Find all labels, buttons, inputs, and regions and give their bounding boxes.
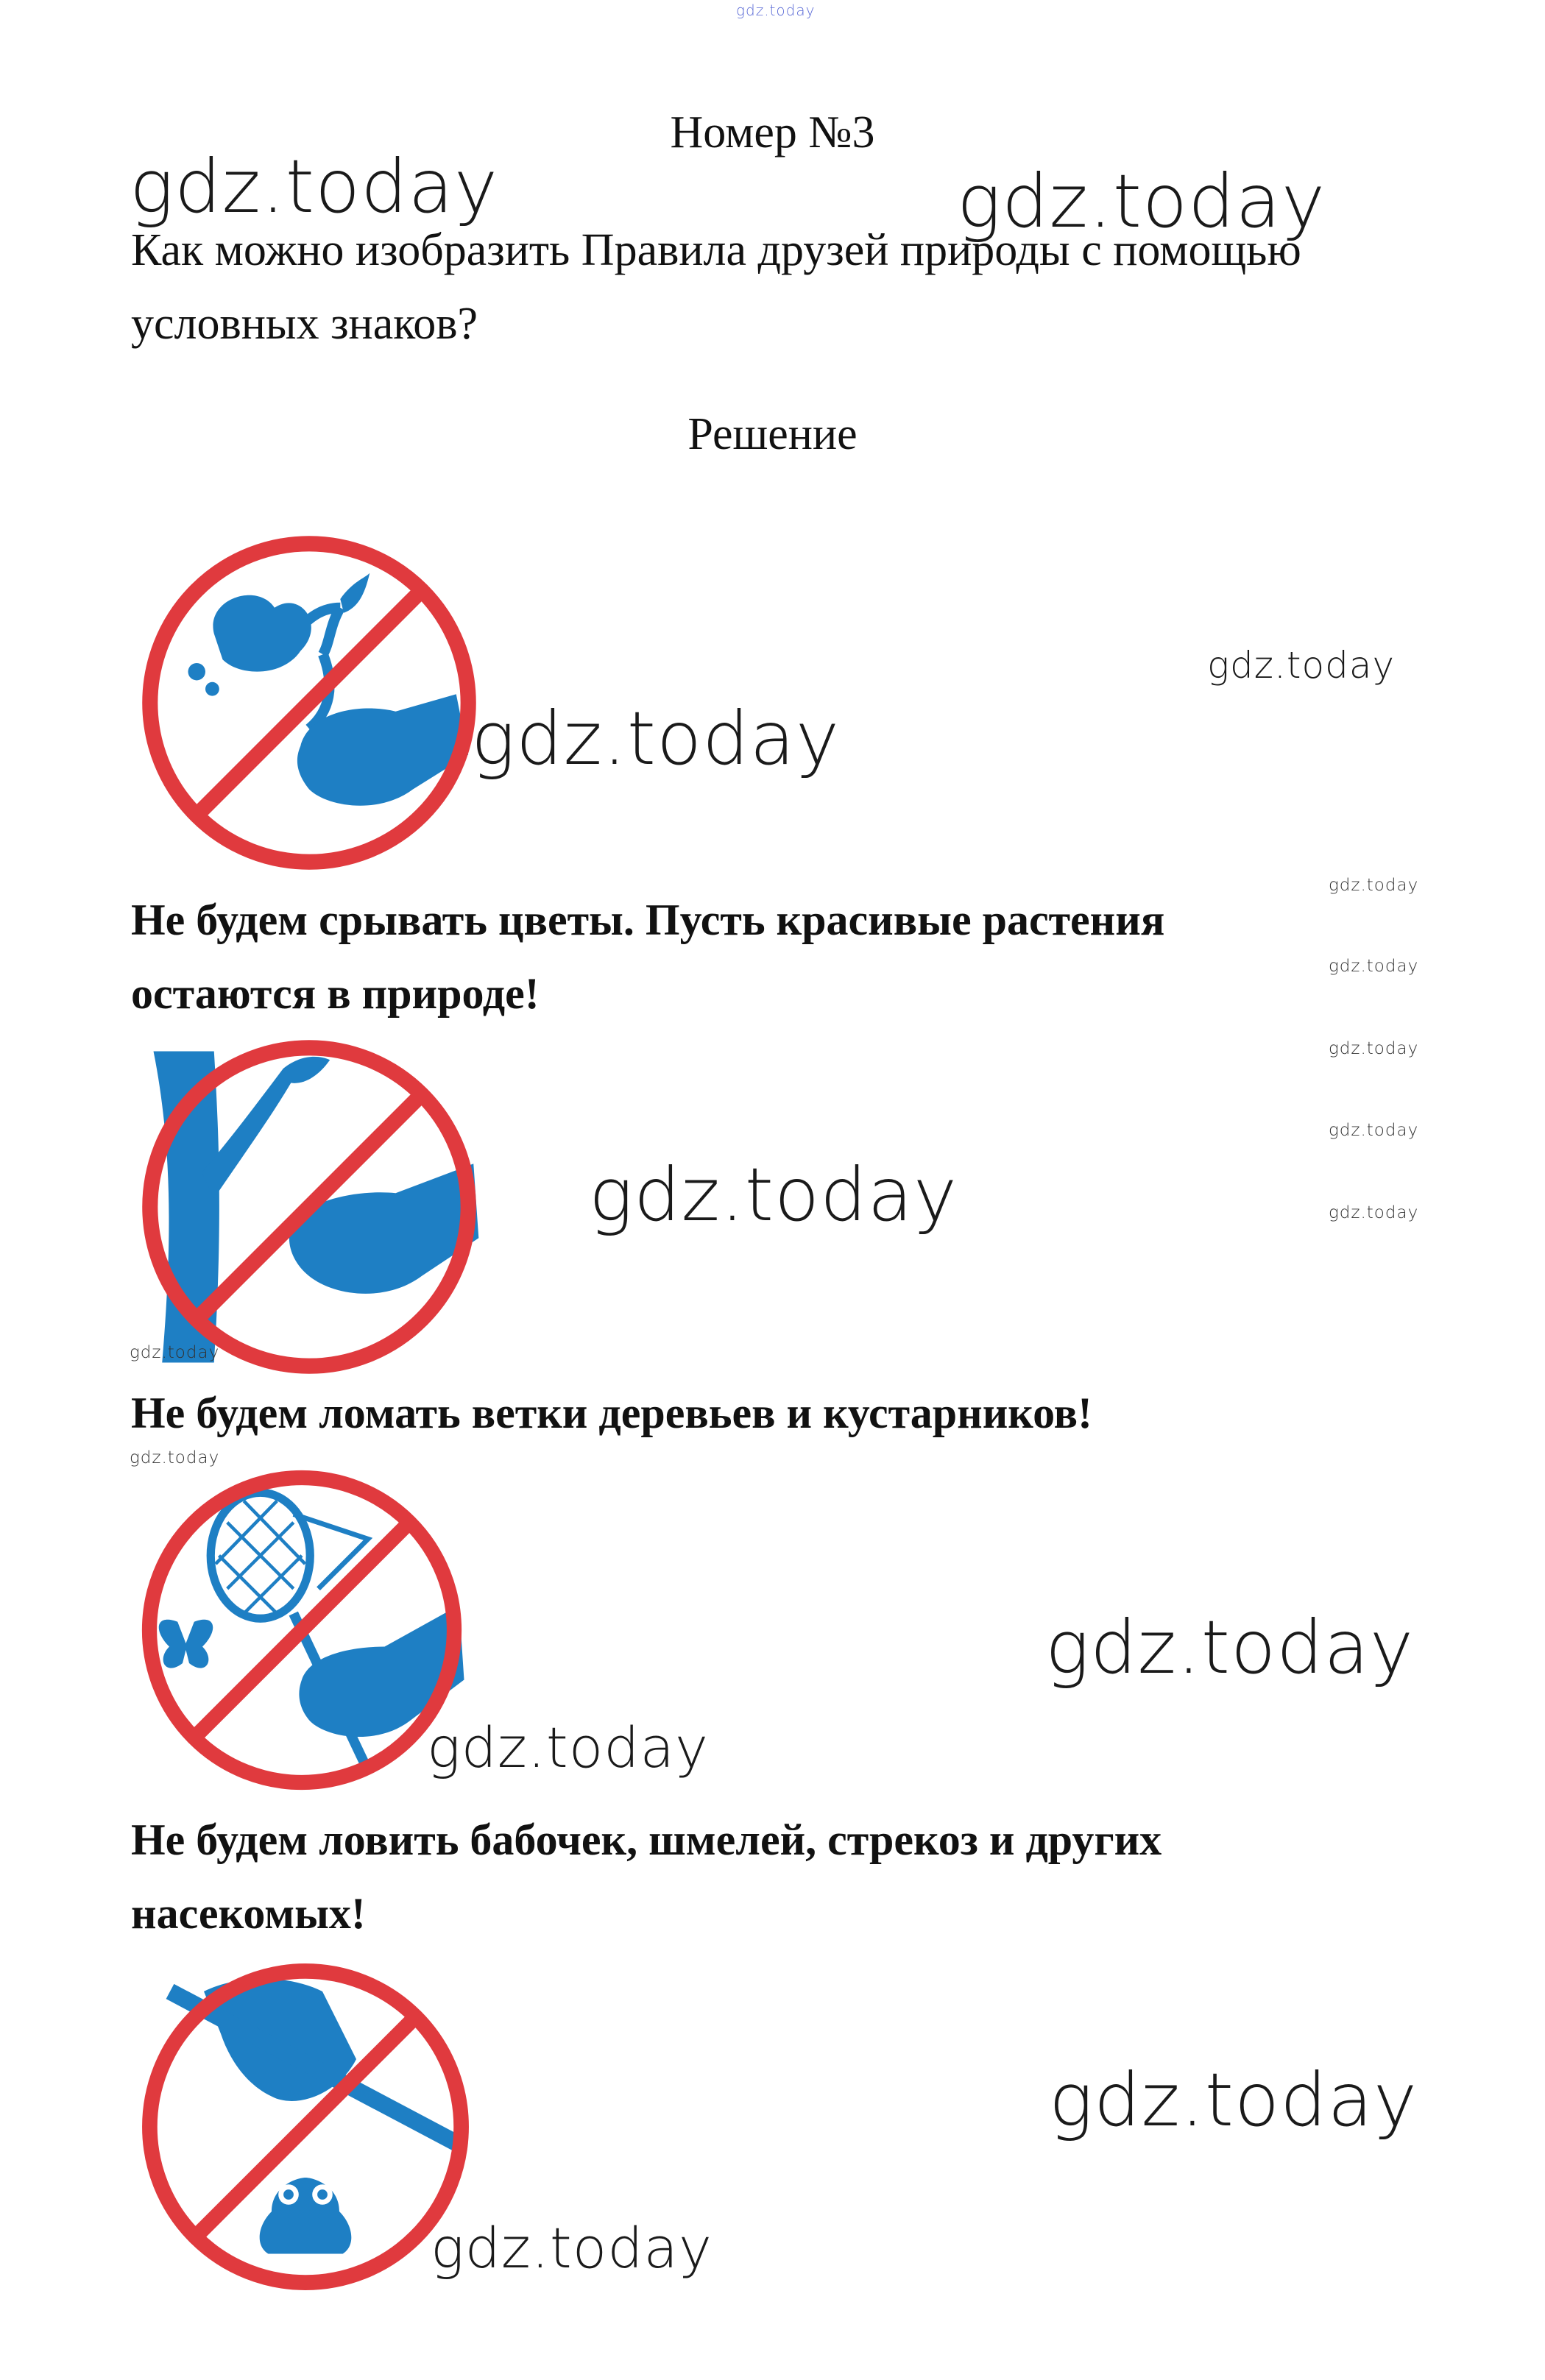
- no-picking-flowers-icon: [136, 530, 482, 876]
- page-title: Номер №3: [670, 107, 875, 157]
- watermark: gdz.today: [431, 2215, 713, 2281]
- watermark: gdz.today: [471, 695, 841, 782]
- watermark: gdz.today: [957, 158, 1326, 244]
- watermark: gdz.today: [736, 1, 816, 19]
- watermark: gdz.today: [589, 1152, 958, 1238]
- watermark: gdz.today: [1329, 957, 1419, 976]
- watermark: gdz.today: [1045, 1604, 1415, 1690]
- watermark: gdz.today: [1329, 1203, 1419, 1222]
- watermark: gdz.today: [130, 144, 499, 230]
- watermark: gdz.today: [1049, 2057, 1418, 2143]
- rule-caption: Не будем ломать ветки деревьев и кустарников!: [131, 1389, 1092, 1437]
- no-catching-insects-icon: [136, 1465, 467, 1796]
- watermark: gdz.today: [427, 1715, 709, 1780]
- watermark: gdz.today: [130, 1448, 220, 1467]
- rule-caption: Не будем срывать цветы. Пусть красивые растения остаются в природе!: [131, 896, 1165, 1018]
- no-breaking-branches-icon: [136, 1034, 482, 1380]
- solution-heading: Решение: [687, 409, 858, 459]
- question-text: Как можно изобразить Правила друзей природы с помощью условных знаков?: [131, 225, 1301, 349]
- watermark: gdz.today: [1207, 644, 1396, 687]
- no-catching-frogs-icon: [136, 1958, 475, 2296]
- watermark: gdz.today: [1329, 1039, 1419, 1058]
- watermark: gdz.today: [1329, 1121, 1419, 1140]
- watermark: gdz.today: [1329, 876, 1419, 895]
- watermark: gdz.today: [130, 1343, 220, 1362]
- rule-caption: Не будем ловить бабочек, шмелей, стрекоз и других насекомых!: [131, 1816, 1162, 1938]
